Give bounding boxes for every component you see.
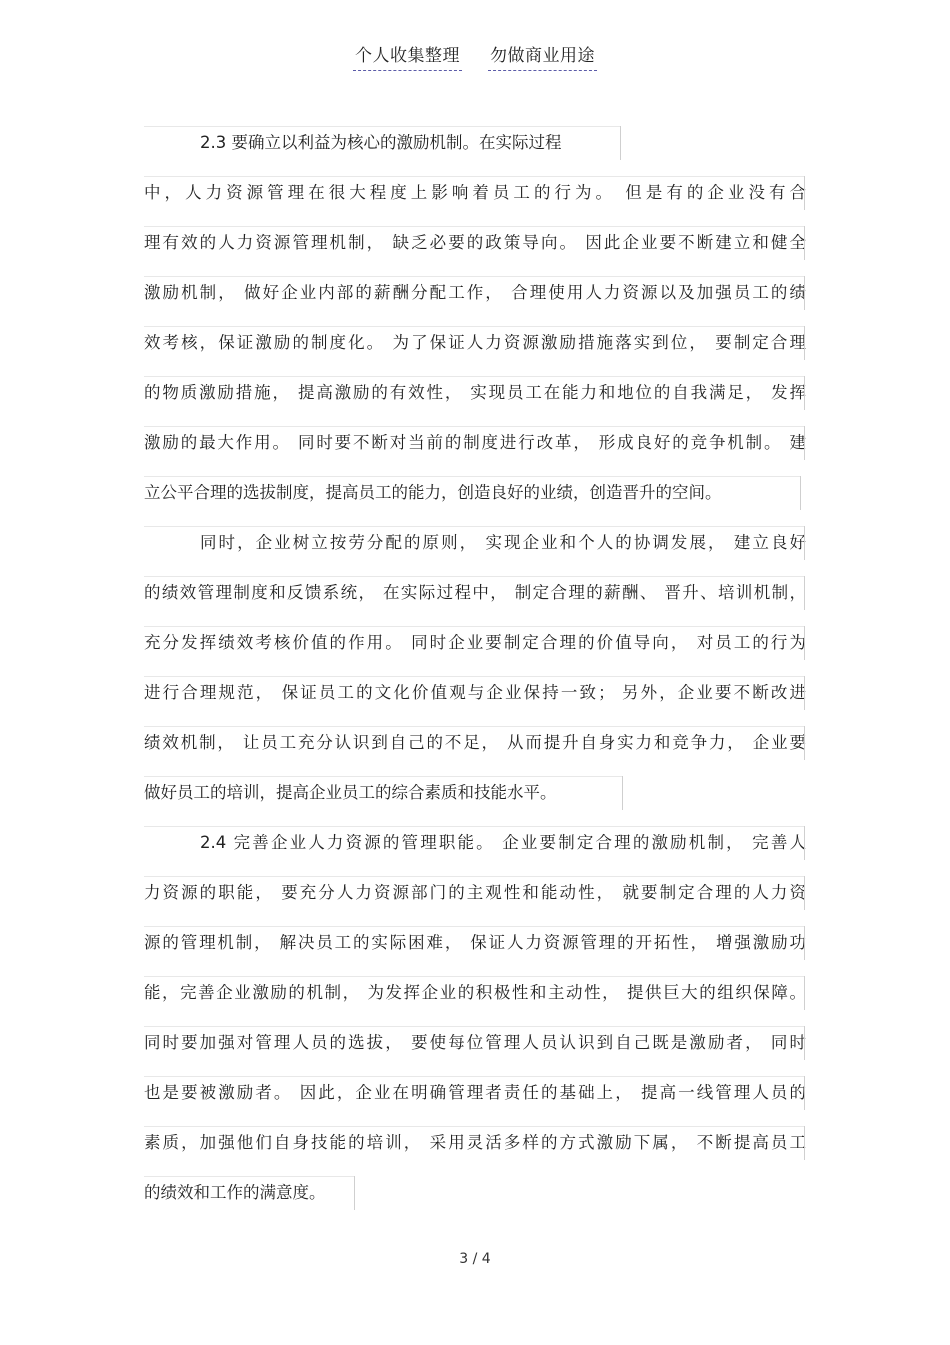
- text-line: 绩效机制， 让员工充分认识到自己的不足， 从而提升自身实力和竞争力， 企业要: [144, 726, 806, 776]
- text-line: 的绩效和工作的满意度。: [144, 1176, 806, 1226]
- text-line: 也是要被激励者。 因此，企业在明确管理者责任的基础上， 提高一线管理人员的: [144, 1076, 806, 1126]
- header-text-left: 个人收集整理: [353, 41, 462, 71]
- text-line: 同时要加强对管理人员的选拔， 要使每位管理人员认识到自己既是激励者， 同时: [144, 1026, 806, 1076]
- text-line: 理有效的人力资源管理机制， 缺乏必要的政策导向。 因此企业要不断建立和健全: [144, 226, 806, 276]
- text-line: 做好员工的培训，提高企业员工的综合素质和技能水平。: [144, 776, 806, 826]
- text-line: 中，人力资源管理在很大程度上影响着员工的行为。 但是有的企业没有合: [144, 176, 806, 226]
- text-line: 源的管理机制， 解决员工的实际困难， 保证人力资源管理的开拓性， 增强激励功: [144, 926, 806, 976]
- document-body: [144, 126, 806, 1226]
- text-line: 激励的最大作用。 同时要不断对当前的制度进行改革， 形成良好的竞争机制。 建: [144, 426, 806, 476]
- text-line: 立公平合理的选拔制度，提高员工的能力，创造良好的业绩，创造晋升的空间。: [144, 476, 806, 526]
- text-line: 同时，企业树立按劳分配的原则， 实现企业和个人的协调发展， 建立良好: [144, 526, 806, 576]
- text-line: 素质，加强他们自身技能的培训， 采用灵活多样的方式激励下属， 不断提高员工: [144, 1126, 806, 1176]
- page-number: 3 / 4: [459, 1251, 491, 1267]
- text-line: 的绩效管理制度和反馈系统， 在实际过程中， 制定合理的薪酬、 晋升、培训机制，: [144, 576, 806, 626]
- text-line: 2.3 要确立以利益为核心的激励机制。在实际过程: [144, 126, 806, 176]
- page-header: [0, 41, 950, 71]
- text-line: 激励机制， 做好企业内部的薪酬分配工作， 合理使用人力资源以及加强员工的绩: [144, 276, 806, 326]
- text-line: 进行合理规范， 保证员工的文化价值观与企业保持一致； 另外，企业要不断改进: [144, 676, 806, 726]
- text-line: 充分发挥绩效考核价值的作用。 同时企业要制定合理的价值导向， 对员工的行为: [144, 626, 806, 676]
- text-line: 能，完善企业激励的机制， 为发挥企业的积极性和主动性， 提供巨大的组织保障。: [144, 976, 806, 1026]
- text-line: 效考核，保证激励的制度化。 为了保证人力资源激励措施落实到位， 要制定合理: [144, 326, 806, 376]
- header-text-right: 勿做商业用途: [488, 41, 597, 71]
- text-line: 力资源的职能， 要充分人力资源部门的主观性和能动性， 就要制定合理的人力资: [144, 876, 806, 926]
- text-line: 的物质激励措施， 提高激励的有效性， 实现员工在能力和地位的自我满足， 发挥: [144, 376, 806, 426]
- text-line: 2.4 完善企业人力资源的管理职能。 企业要制定合理的激励机制， 完善人: [144, 826, 806, 876]
